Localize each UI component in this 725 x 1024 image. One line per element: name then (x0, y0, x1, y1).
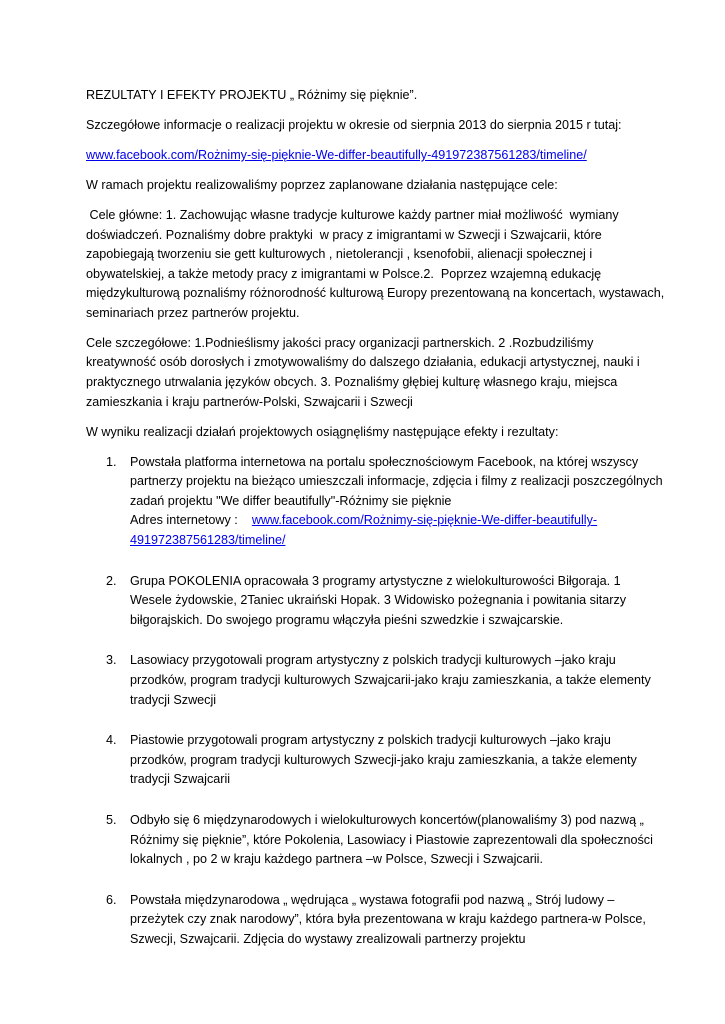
list-item-number: 5. (106, 812, 117, 827)
details-intro: Szczegółowe informacje o realizacji projektu w okresie od sierpnia 2013 do sierpnia 2015 r tutaj: (86, 117, 622, 132)
list-item-text: Piastowie przygotowali program artystyczny z polskich tradycji kulturowych –jako kraju przodków, program tradycji kulturowych Szwecji-jako kraju zamieszkania, a także elementy tradycji Szwajcarii (130, 733, 637, 787)
list-item-number: 6. (106, 892, 117, 907)
list-item (86, 572, 665, 631)
address-label: Adres internetowy : (130, 513, 238, 528)
list-item (86, 731, 665, 790)
goals-intro: W ramach projektu realizowaliśmy poprzez zaplanowane działania następujące cele: (86, 177, 558, 192)
list-item-number: 2. (106, 573, 117, 588)
list-item-text: Odbyło się 6 międzynarodowych i wielokulturowych koncertów(planowaliśmy 3) pod nazwą „ Różnimy się pięknie”, które Pokolenia, Lasowiacy i Piastowie zaprezentowali dla społeczności lokalnych , po 2 w kraju każdego partnera –w Polsce, Szwecji i Szwajcarii. (130, 812, 653, 867)
list-item-text: Lasowiacy przygotowali program artystyczny z polskich tradycji kulturowych –jako kraju przodków, program tradycji kulturowych Szwajcarii-jako kraju zamieszkania, a także elementy tradycji Szwecji (130, 653, 651, 707)
list-item-number: 3. (106, 653, 117, 668)
facebook-address-link-continued[interactable]: 491972387561283/timeline/ (130, 533, 286, 548)
list-item (86, 651, 665, 710)
specific-goals-paragraph: Cele szczegółowe: 1.Podnieślismy jakości pracy organizacji partnerskich. 2 .Rozbudziliśmy kreatywność osób dorosłych i zmotywowaliśmy do dalszego działania, edukacji artystycznej, nauki i praktycznego utrwalania języków obcych. 3. Poznaliśmy głębiej kulturę własnego kraju, miejsca zamieszkania i kraju partnerów-Polski, Szwajcarii i Szwecji (86, 335, 640, 409)
results-intro: W wyniku realizacji działań projektowych osiągnęliśmy następujące efekty i rezultaty: (86, 424, 559, 439)
list-item-text: Powstała międzynarodowa „ wędrująca „ wystawa fotografii pod nazwą „ Strój ludowy – przeżytek czy znak narodowy”, która była prezentowana w kraju każdego partnera-w Polsce, Szwecji, Szwajcarii. Zdjęcia do wystawy zrealizowali partnerzy projektu (130, 892, 646, 946)
list-item (86, 453, 665, 551)
document-title: REZULTATY I EFEKTY PROJEKTU „ Różnimy się pięknie”. (86, 88, 418, 102)
list-item (86, 811, 665, 870)
list-item-text: Powstała platforma internetowa na portalu społecznościowym Facebook, na której wszyscy partnerzy projektu na bieżąco umieszczali informacje, zdjęcia i filmy z realizacji poszczególnych zadań projektu "We differ beautifully"-Różnimy sie pięknie (130, 454, 663, 508)
list-item-number: 4. (106, 733, 117, 748)
results-list (86, 453, 665, 950)
facebook-address-link[interactable]: www.facebook.com/Rożnimy-się-pięknie-We-differ-beautifully- (251, 513, 598, 528)
facebook-link-paragraph (86, 146, 665, 166)
list-item (86, 891, 665, 950)
list-item-text: Grupa POKOLENIA opracowała 3 programy artystyczne z wielokulturowości Biłgoraja. 1 Wesele żydowskie, 2Taniec ukraiński Hopak. 3 Widowisko pożegnania i powitania sitarzy biłgorajskich. Do swojego programu włączyła pieśni szwedzkie i szwajcarskie. (130, 573, 627, 627)
list-item-number: 1. (106, 454, 117, 469)
main-goals-paragraph: Cele główne: 1. Zachowując własne tradycje kulturowe każdy partner miał możliwość wymiany doświadczeń. Poznaliśmy dobre praktyki w pracy z imigrantami w Szwecji i Szwajcarii, które zapobiegają tworzeniu sie gett kulturowych , nietolerancji , ksenofobii, alienacji społecznej i obywatelskiej, a także metody pracy z imigrantami w Polsce.2. Poprzez wzajemną edukację międzykulturową poznaliśmy różnorodność kulturową Europy prezentowaną na koncertach, wystawach, seminariach przez partnerów projektu. (86, 207, 668, 320)
facebook-link[interactable]: www.facebook.com/Rożnimy-się-pięknie-We-differ-beautifully-491972387561283/timeline/ (86, 147, 587, 162)
address-line (130, 513, 597, 527)
